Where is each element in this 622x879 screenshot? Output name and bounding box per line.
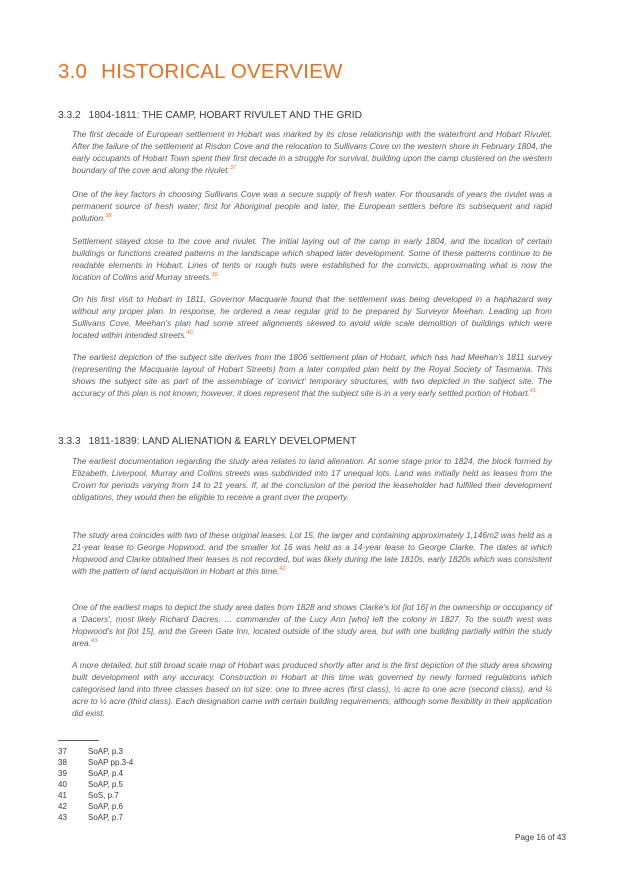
section-number: 3.3.3 bbox=[58, 436, 81, 447]
footnote: 42 SoAP, p.6 bbox=[58, 802, 123, 811]
footnote-ref: 40 bbox=[186, 329, 193, 336]
title-number: 3.0 bbox=[58, 60, 88, 83]
section-heading-text: 1804-1811: THE CAMP, HOBART RIVULET AND THE GRID bbox=[88, 110, 362, 121]
footnote: 37 SoAP, p.3 bbox=[58, 747, 123, 756]
section-heading-text: 1811-1839: LAND ALIENATION & EARLY DEVELOPMENT bbox=[88, 436, 357, 447]
paragraph: A more detailed, but still broad scale map of Hobart was produced shortly after and is the first depiction of the study area showing built development with any accuracy. Construction in Hobart at this time was governed by newly formed regulations which categorised land into three classes based on lot size: one to three acres (first class), ½ acre to one acre (second class), and ¼ acre to ½ acre (third class). Each designation came with certain building requirements, although some flexibility in their application did exist. bbox=[72, 660, 552, 718]
section-heading-3-3-3 bbox=[58, 436, 356, 447]
footnote-ref: 42 bbox=[279, 565, 286, 572]
page-number: Page 16 of 43 bbox=[515, 833, 566, 842]
section-number: 3.3.2 bbox=[58, 110, 81, 121]
footnote-ref: 41 bbox=[529, 387, 536, 394]
footnote-ref: 37 bbox=[229, 164, 236, 171]
section-heading-3-3-2 bbox=[58, 110, 362, 121]
footnote-ref: 38 bbox=[105, 213, 112, 220]
footnote-ref: 43 bbox=[91, 637, 98, 644]
paragraph: The study area coincides with two of these original leases. Lot 15, the larger and containing approximately 1,146m2 was held as a 21-year lease to George Hopwood, and the smaller lot 16 was held as a 14-year lease to George Clarke. The dates at which Hopwood and Clarke obtained their leases is not recorded, but was likely during the late 1810s, early 1820s which was consistent with the pattern of land acquisition in Hobart at this time.$^{42}$ bbox=[72, 530, 552, 576]
footnote-ref: 39 bbox=[211, 271, 218, 278]
page-title bbox=[58, 60, 343, 84]
paragraph: On his first visit to Hobart in 1811, Governor Macquarie found that the settlement was being developed in a haphazard way without any proper plan. In response, he ordered a near regular grid to be prepared by Surveyor Meehan. Leading up from Sullivans Cove, Meehan's plan had some street alignments skewed to avoid wide scale demolition of buildings which were located within intended streets.$^{40}$ bbox=[72, 294, 552, 340]
footnote: 39 SoAP, p.4 bbox=[58, 769, 123, 778]
paragraph: The first decade of European settlement in Hobart was marked by its close relationship with the waterfront and Hobart Rivulet. After the failure of the settlement at Risdon Cove and the relocation to Sullivans Cove on the western shore in February 1804, the early occupants of Hobart Town spent their first decade in a struggle for survival, building upon the camp clustered on the western boundary of the cove and along the rivulet.$^{37}$ bbox=[72, 129, 552, 175]
paragraph: Settlement stayed close to the cove and rivulet. The initial laying out of the camp in early 1804, and the location of certain buildings or functions created patterns in the landscape which shaped later development. Some of these patterns continue to be readable elements in Hobart. Lines of tents or rough huts were established for the convicts, approximating what is now the location of Collins and Murray streets.$^{39}$ bbox=[72, 236, 552, 282]
footnote: 41 SoS, p.7 bbox=[58, 791, 119, 800]
footnote: 38 SoAP pp.3-4 bbox=[58, 758, 134, 767]
paragraph: One of the key factors in choosing Sullivans Cove was a secure supply of fresh water. For thousands of years the rivulet was a permanent source of fresh water; first for Aboriginal people and later, the European settlers before its subsequent and rapid pollution.$^{38}$ bbox=[72, 189, 552, 223]
paragraph: One of the earliest maps to depict the study area dates from 1828 and shows Clarke's lot [lot 16] in the ownership or occupancy of a 'Dacers', most likely Richard Dacres, … commander of the Lucy Ann [who] left the colony in 1827. To the south west was Hopwood's lot [lot 15], and the Green Gate Inn, located outside of the study area, but with one building partially within the study area.$^{43}$ bbox=[72, 602, 552, 648]
footnote: 43 SoAP, p.7 bbox=[58, 813, 123, 822]
paragraph: The earliest depiction of the subject site derives from the 1806 settlement plan of Hobart, which has had Meehan's 1811 survey (representing the Macquarie layout of Hobart Streets) from a later compiled plan held by the Royal Society of Tasmania. This shows the subject site as part of the assemblage of 'convict' temporary structures, with two depicted in the subject site. The accuracy of this plan is not known; however, it does represent that the subject site is in a very early settled portion of Hobart.$^{41}$ bbox=[72, 352, 552, 398]
paragraph: The earliest documentation regarding the study area relates to land alienation. At some stage prior to 1824, the block formed by Elizabeth, Liverpool, Murray and Collins streets was subdivided into 17 unequal lots. Land was initially held as leases from the Crown for periods varying from 14 to 21 years. If, at the conclusion of the period the leaseholder had fulfilled their development obligations, they would then be eligible to receive a grant over the property. bbox=[72, 456, 552, 502]
footnote: 40 SoAP, p.5 bbox=[58, 780, 123, 789]
footnote-divider bbox=[58, 740, 99, 741]
title-text: HISTORICAL OVERVIEW bbox=[101, 60, 343, 83]
